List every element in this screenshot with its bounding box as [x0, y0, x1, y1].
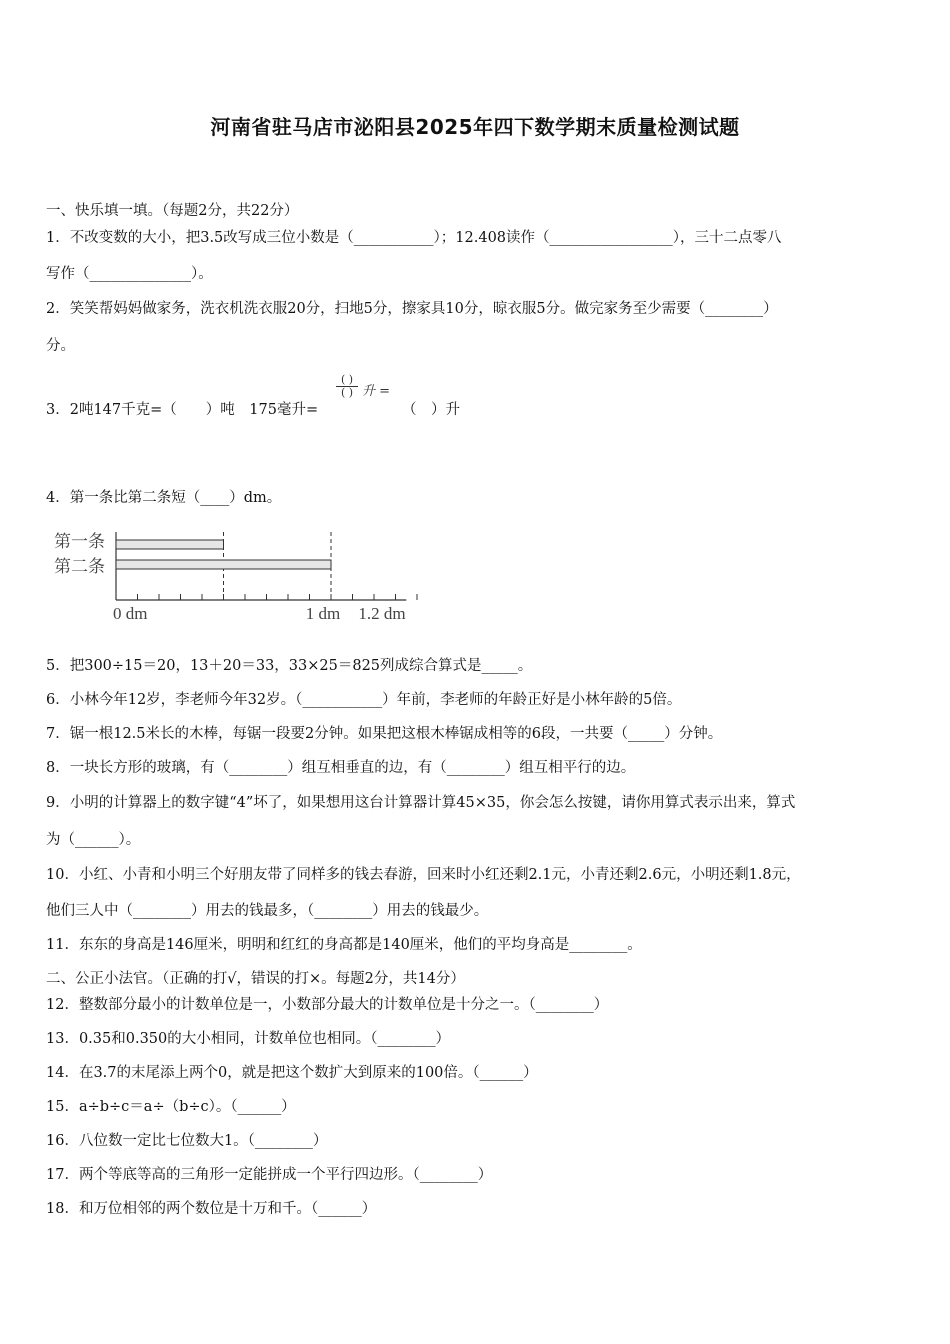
question-8: 8．一块长方形的玻璃，有（________）组互相垂直的边，有（________）组互相平行的边。: [46, 760, 636, 776]
category-label-2: 第二条: [54, 557, 105, 576]
question-1-line-1: 1．不改变数的大小，把3.5改写成三位小数是（___________）；12.408读作（_________________），三十二点零八: [46, 230, 782, 246]
question-9-line-2: 为（______）。: [46, 832, 141, 848]
question-17: 17．两个等底等高的三角形一定能拼成一个平行四边形。（________）: [46, 1167, 493, 1183]
question-3-fraction: [336, 373, 391, 399]
question-1-line-2: 写作（______________）。: [46, 266, 213, 282]
question-2-line-1: 2．笑笑帮妈妈做家务，洗衣机洗衣服20分，扫地5分，擦家具10分，晾衣服5分。做完家务至少需要（________）: [46, 301, 778, 317]
question-10-line-1: 10．小红、小青和小明三个好朋友带了同样多的钱去春游，回来时小红还剩2.1元，小青还剩2.6元，小明还剩1.8元，: [46, 867, 801, 883]
bar-comparison-chart: [46, 526, 426, 626]
question-6: 6．小林今年12岁，李老师今年32岁。（___________）年前，李老师的年龄正好是小林年龄的5倍。: [46, 692, 682, 708]
question-11: 11．东东的身高是146厘米，明明和红红的身高都是140厘米，他们的平均身高是________。: [46, 937, 642, 953]
question-14: 14．在3.7的末尾添上两个0，就是把这个数扩大到原来的100倍。（______）: [46, 1065, 538, 1081]
question-3-left: 3．2吨147千克=（ ）吨 175毫升=: [46, 402, 319, 418]
bar-2: [116, 560, 331, 569]
question-2-line-2: 分。: [46, 338, 75, 354]
x-tick-label: 0 dm: [113, 604, 148, 623]
x-tick-label: 1 dm: [305, 604, 341, 623]
question-9-line-1: 9．小明的计算器上的数字键“4”坏了，如果想用这台计算器计算45×35，你会怎么按键，请你用算式表示出来，算式: [46, 795, 796, 811]
question-7: 7．锯一根12.5米长的木棒，每锯一段要2分钟。如果把这根木棒锯成相等的6段，一共要（_____）分钟。: [46, 726, 723, 742]
fraction-numerator: ( ): [340, 373, 354, 386]
question-13: 13．0.35和0.350的大小相同，计数单位也相同。（________）: [46, 1031, 450, 1047]
question-15: 15．a÷b÷c＝a÷（b÷c）。（______）: [46, 1099, 296, 1115]
question-10-line-2: 他们三人中（________）用去的钱最多，（________）用去的钱最少。: [46, 903, 489, 919]
fraction-unit: 升 =: [362, 384, 391, 399]
question-18: 18．和万位相邻的两个数位是十万和千。（______）: [46, 1201, 377, 1217]
section-heading-2: 二、公正小法官。（正确的打√，错误的打×。每题2分，共14分）: [46, 971, 465, 987]
question-4: 4．第一条比第二条短（____）dm。: [46, 490, 282, 506]
category-label-1: 第一条: [54, 532, 105, 551]
page-title: 河南省驻马店市泌阳县2025年四下数学期末质量检测试题: [210, 115, 740, 139]
question-3-right: （ ）升: [402, 402, 460, 418]
question-16: 16．八位数一定比七位数大1。（________）: [46, 1133, 328, 1149]
x-tick-label: 1.2 dm: [358, 604, 406, 623]
question-5: 5．把300÷15＝20，13＋20＝33，33×25＝825列成综合算式是_____。: [46, 658, 533, 674]
bar-1: [116, 540, 224, 549]
question-12: 12．整数部分最小的计数单位是一，小数部分最大的计数单位是十分之一。（________）: [46, 997, 609, 1013]
fraction-denominator: ( ): [340, 386, 354, 399]
section-heading-1: 一、快乐填一填。（每题2分，共22分）: [46, 203, 299, 219]
